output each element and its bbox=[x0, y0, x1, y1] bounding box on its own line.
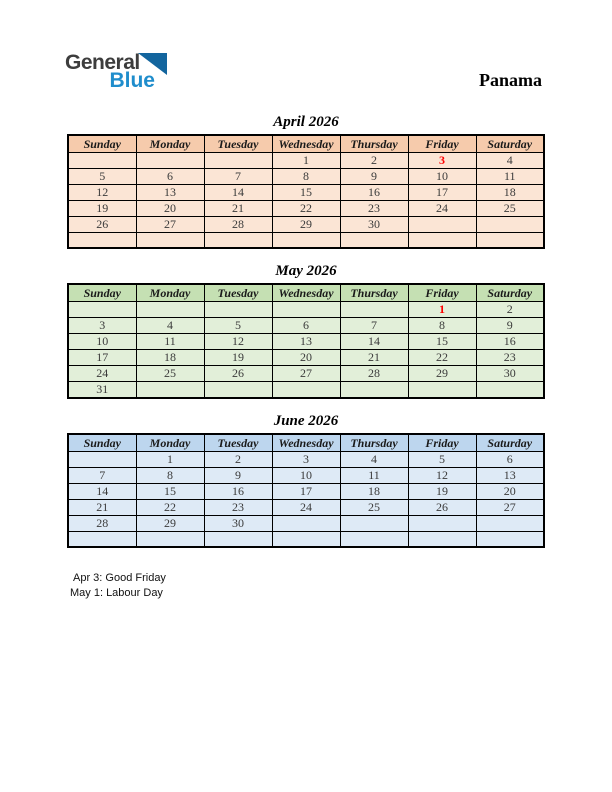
day-cell-4: 4 bbox=[136, 318, 204, 334]
day-cell-5: 5 bbox=[408, 452, 476, 468]
day-cell-30: 30 bbox=[340, 217, 408, 233]
day-header-wednesday: Wednesday bbox=[272, 284, 340, 302]
empty-day-cell bbox=[272, 382, 340, 399]
day-cell-15: 15 bbox=[136, 484, 204, 500]
day-cell-30: 30 bbox=[204, 516, 272, 532]
empty-day-cell bbox=[272, 233, 340, 249]
day-header-friday: Friday bbox=[408, 434, 476, 452]
day-header-thursday: Thursday bbox=[340, 434, 408, 452]
month-section-june bbox=[0, 413, 612, 548]
day-cell-2: 2 bbox=[340, 153, 408, 169]
month-section-april bbox=[0, 114, 612, 249]
day-cell-24: 24 bbox=[68, 366, 136, 382]
day-cell-25: 25 bbox=[476, 201, 544, 217]
day-cell-4: 4 bbox=[340, 452, 408, 468]
day-cell-3: 3 bbox=[272, 452, 340, 468]
empty-day-cell bbox=[204, 302, 272, 318]
day-cell-16: 16 bbox=[204, 484, 272, 500]
june-2026-calendar bbox=[67, 433, 545, 548]
day-cell-19: 19 bbox=[204, 350, 272, 366]
day-cell-26: 26 bbox=[408, 500, 476, 516]
day-cell-28: 28 bbox=[68, 516, 136, 532]
day-cell-26: 26 bbox=[204, 366, 272, 382]
day-cell-3: 3 bbox=[408, 153, 476, 169]
country-title: Panama bbox=[479, 70, 542, 90]
day-header-saturday: Saturday bbox=[476, 434, 544, 452]
month-title-may: May 2026 bbox=[275, 263, 337, 279]
day-cell-26: 26 bbox=[68, 217, 136, 233]
day-cell-25: 25 bbox=[340, 500, 408, 516]
day-header-monday: Monday bbox=[136, 434, 204, 452]
day-cell-18: 18 bbox=[136, 350, 204, 366]
empty-day-cell bbox=[136, 233, 204, 249]
may-2026-calendar bbox=[67, 283, 545, 399]
day-cell-3: 3 bbox=[68, 318, 136, 334]
empty-day-cell bbox=[272, 532, 340, 548]
empty-day-cell bbox=[476, 382, 544, 399]
empty-day-cell bbox=[204, 153, 272, 169]
day-cell-13: 13 bbox=[476, 468, 544, 484]
day-cell-25: 25 bbox=[136, 366, 204, 382]
day-cell-22: 22 bbox=[408, 350, 476, 366]
empty-day-cell bbox=[476, 516, 544, 532]
day-header-sunday: Sunday bbox=[68, 434, 136, 452]
holiday-note-labour-day: May 1: Labour Day bbox=[70, 586, 163, 599]
day-cell-19: 19 bbox=[408, 484, 476, 500]
empty-day-cell bbox=[204, 382, 272, 399]
day-cell-21: 21 bbox=[204, 201, 272, 217]
day-cell-29: 29 bbox=[408, 366, 476, 382]
day-cell-10: 10 bbox=[408, 169, 476, 185]
april-2026-calendar bbox=[67, 134, 545, 249]
day-cell-29: 29 bbox=[136, 516, 204, 532]
day-cell-2: 2 bbox=[476, 302, 544, 318]
empty-day-cell bbox=[136, 532, 204, 548]
day-cell-22: 22 bbox=[136, 500, 204, 516]
day-cell-1: 1 bbox=[136, 452, 204, 468]
day-cell-8: 8 bbox=[408, 318, 476, 334]
day-cell-13: 13 bbox=[136, 185, 204, 201]
empty-day-cell bbox=[272, 516, 340, 532]
day-cell-6: 6 bbox=[272, 318, 340, 334]
day-cell-18: 18 bbox=[476, 185, 544, 201]
day-cell-23: 23 bbox=[204, 500, 272, 516]
empty-day-cell bbox=[476, 217, 544, 233]
day-cell-20: 20 bbox=[476, 484, 544, 500]
day-cell-7: 7 bbox=[340, 318, 408, 334]
day-cell-10: 10 bbox=[272, 468, 340, 484]
day-cell-14: 14 bbox=[204, 185, 272, 201]
day-cell-1: 1 bbox=[408, 302, 476, 318]
month-title-june: June 2026 bbox=[273, 413, 339, 429]
day-cell-1: 1 bbox=[272, 153, 340, 169]
empty-day-cell bbox=[340, 516, 408, 532]
day-cell-9: 9 bbox=[340, 169, 408, 185]
day-cell-2: 2 bbox=[204, 452, 272, 468]
day-header-sunday: Sunday bbox=[68, 284, 136, 302]
empty-day-cell bbox=[408, 532, 476, 548]
empty-day-cell bbox=[136, 302, 204, 318]
day-cell-14: 14 bbox=[340, 334, 408, 350]
day-header-tuesday: Tuesday bbox=[204, 284, 272, 302]
empty-day-cell bbox=[408, 217, 476, 233]
empty-day-cell bbox=[136, 382, 204, 399]
day-cell-19: 19 bbox=[68, 201, 136, 217]
day-cell-8: 8 bbox=[272, 169, 340, 185]
empty-day-cell bbox=[340, 233, 408, 249]
day-cell-28: 28 bbox=[204, 217, 272, 233]
empty-day-cell bbox=[68, 452, 136, 468]
empty-day-cell bbox=[340, 302, 408, 318]
empty-day-cell bbox=[204, 233, 272, 249]
day-cell-27: 27 bbox=[476, 500, 544, 516]
day-cell-15: 15 bbox=[408, 334, 476, 350]
empty-day-cell bbox=[68, 532, 136, 548]
empty-day-cell bbox=[204, 532, 272, 548]
day-cell-9: 9 bbox=[204, 468, 272, 484]
day-cell-5: 5 bbox=[204, 318, 272, 334]
day-cell-18: 18 bbox=[340, 484, 408, 500]
day-cell-17: 17 bbox=[272, 484, 340, 500]
day-cell-24: 24 bbox=[272, 500, 340, 516]
day-cell-17: 17 bbox=[68, 350, 136, 366]
page-header bbox=[0, 52, 612, 100]
day-cell-9: 9 bbox=[476, 318, 544, 334]
day-cell-22: 22 bbox=[272, 201, 340, 217]
general-blue-logo bbox=[65, 52, 167, 91]
day-cell-27: 27 bbox=[272, 366, 340, 382]
day-cell-31: 31 bbox=[68, 382, 136, 399]
empty-day-cell bbox=[340, 382, 408, 399]
month-section-may bbox=[0, 263, 612, 399]
day-cell-10: 10 bbox=[68, 334, 136, 350]
day-header-saturday: Saturday bbox=[476, 284, 544, 302]
day-cell-17: 17 bbox=[408, 185, 476, 201]
day-cell-12: 12 bbox=[204, 334, 272, 350]
day-cell-8: 8 bbox=[136, 468, 204, 484]
empty-day-cell bbox=[136, 153, 204, 169]
day-cell-30: 30 bbox=[476, 366, 544, 382]
day-header-friday: Friday bbox=[408, 135, 476, 153]
day-cell-13: 13 bbox=[272, 334, 340, 350]
day-header-thursday: Thursday bbox=[340, 284, 408, 302]
empty-day-cell bbox=[340, 532, 408, 548]
day-cell-12: 12 bbox=[408, 468, 476, 484]
day-cell-7: 7 bbox=[204, 169, 272, 185]
empty-day-cell bbox=[408, 382, 476, 399]
day-header-monday: Monday bbox=[136, 135, 204, 153]
day-cell-16: 16 bbox=[340, 185, 408, 201]
day-cell-11: 11 bbox=[340, 468, 408, 484]
day-header-thursday: Thursday bbox=[340, 135, 408, 153]
day-header-saturday: Saturday bbox=[476, 135, 544, 153]
day-header-wednesday: Wednesday bbox=[272, 135, 340, 153]
day-cell-4: 4 bbox=[476, 153, 544, 169]
empty-day-cell bbox=[476, 233, 544, 249]
empty-day-cell bbox=[408, 516, 476, 532]
holiday-notes bbox=[0, 571, 612, 601]
day-cell-14: 14 bbox=[68, 484, 136, 500]
day-header-tuesday: Tuesday bbox=[204, 434, 272, 452]
day-cell-27: 27 bbox=[136, 217, 204, 233]
day-cell-12: 12 bbox=[68, 185, 136, 201]
day-cell-5: 5 bbox=[68, 169, 136, 185]
day-header-tuesday: Tuesday bbox=[204, 135, 272, 153]
empty-day-cell bbox=[68, 233, 136, 249]
empty-day-cell bbox=[408, 233, 476, 249]
day-header-friday: Friday bbox=[408, 284, 476, 302]
day-header-monday: Monday bbox=[136, 284, 204, 302]
day-cell-23: 23 bbox=[476, 350, 544, 366]
day-cell-20: 20 bbox=[136, 201, 204, 217]
day-cell-20: 20 bbox=[272, 350, 340, 366]
holiday-note-good-friday: Apr 3: Good Friday bbox=[73, 572, 166, 584]
day-cell-21: 21 bbox=[68, 500, 136, 516]
empty-day-cell bbox=[476, 532, 544, 548]
day-cell-6: 6 bbox=[136, 169, 204, 185]
logo-text-general: General bbox=[65, 51, 140, 74]
day-cell-7: 7 bbox=[68, 468, 136, 484]
day-cell-23: 23 bbox=[340, 201, 408, 217]
day-header-sunday: Sunday bbox=[68, 135, 136, 153]
day-cell-28: 28 bbox=[340, 366, 408, 382]
day-cell-11: 11 bbox=[136, 334, 204, 350]
day-cell-24: 24 bbox=[408, 201, 476, 217]
day-header-wednesday: Wednesday bbox=[272, 434, 340, 452]
day-cell-16: 16 bbox=[476, 334, 544, 350]
day-cell-6: 6 bbox=[476, 452, 544, 468]
empty-day-cell bbox=[68, 153, 136, 169]
empty-day-cell bbox=[68, 302, 136, 318]
empty-day-cell bbox=[272, 302, 340, 318]
month-title-april: April 2026 bbox=[273, 114, 339, 130]
day-cell-21: 21 bbox=[340, 350, 408, 366]
day-cell-15: 15 bbox=[272, 185, 340, 201]
logo-text-blue: Blue bbox=[109, 69, 155, 92]
day-cell-11: 11 bbox=[476, 169, 544, 185]
day-cell-29: 29 bbox=[272, 217, 340, 233]
